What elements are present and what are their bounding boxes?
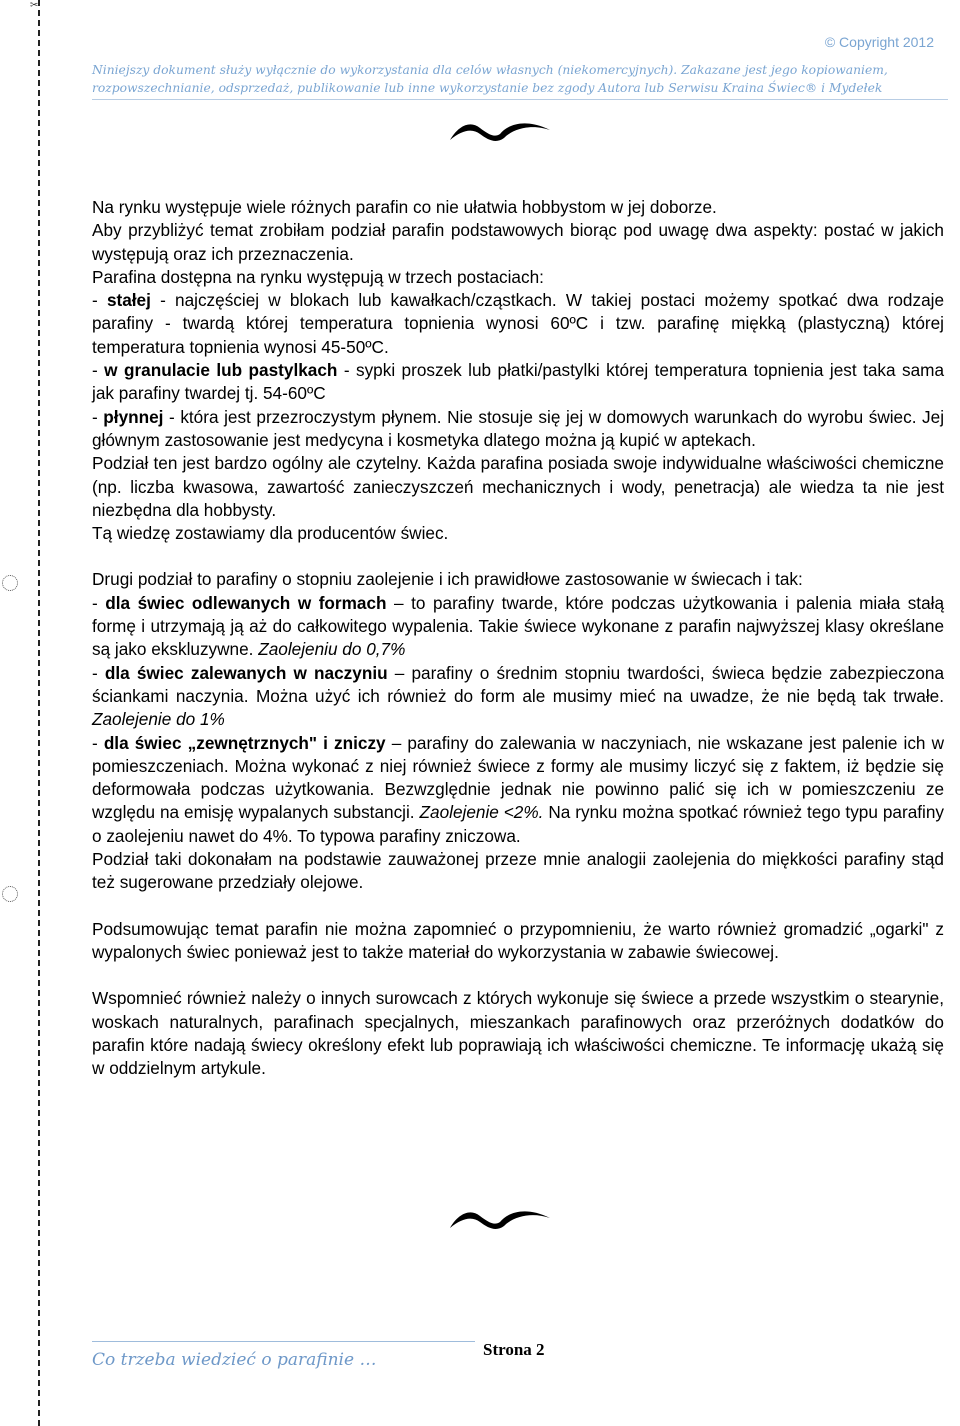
oil-content-note: Zaolejenie <2%. bbox=[419, 802, 544, 823]
bullet: - bbox=[92, 360, 105, 381]
list-item-text: – parafiny o średnim stopniu twardości, świeca będzie zabezpieczona ściankami naczynia. Można użyć ich również do form ale musimy mieć na uwadze, że nie będą tak trwałe. bbox=[92, 662, 945, 706]
usage-notice-line: rozpowszechnianie, odsprzedaż, publikowanie lub inne wykorzystanie bez zgody Autora lub Serwisu Kraina Świec® i Mydełek bbox=[92, 81, 883, 95]
term-bold: płynnej bbox=[103, 406, 164, 427]
usage-notice bbox=[92, 61, 948, 97]
copyright-notice: © Copyright 2012 bbox=[824, 34, 934, 50]
bullet: - bbox=[92, 290, 107, 311]
punch-hole-icon bbox=[2, 886, 18, 902]
term-bold: w granulacie lub pastylkach bbox=[104, 360, 338, 381]
footer-divider bbox=[92, 1341, 475, 1342]
term-bold: dla świec odlewanych w formach bbox=[105, 592, 387, 613]
footer-document-title: Co trzeba wiedzieć o parafinie … bbox=[92, 1350, 377, 1370]
bullet: - bbox=[92, 406, 104, 427]
list-item-text: – to parafiny twarde, które podczas użytkowania i palenia miała stałą formę i utrzymają ją aż do całkowitego wypalenia. Takie świece wykonane z parafin najwyższej klasy określane są jako ekskluzywne. bbox=[92, 592, 945, 660]
term-bold: stałej bbox=[106, 290, 151, 311]
bullet: - bbox=[92, 662, 105, 683]
term-bold: dla świec „zewnętrznych" i zniczy bbox=[103, 732, 386, 753]
punch-hole-icon bbox=[2, 575, 18, 591]
paragraph: Na rynku występuje wiele różnych parafin co nie ułatwia hobbystom w jej doborze. bbox=[92, 197, 717, 217]
paragraph: Podsumowując temat parafin nie można zapomnieć o przypomnieniu, że warto również gromadzić „ogarki" z wypalonych świec ponieważ jest to także materiał do wykorzystania w zabawie świecowej. bbox=[92, 918, 944, 962]
list-item-mold-candles bbox=[92, 592, 944, 662]
list-item-text: – parafiny do zalewania w naczyniach, nie wskazane jest palenie ich w pomieszczeniach. Można wykonać z niej również świece z formy ale musimy liczyć się z faktem, iż będzie się deformowała podczas użytkowania. Bezwzględnie jednak nie powinno palić się ich w pomieszczeniu ze względu na emisję wypalanych substancji. bbox=[92, 732, 944, 823]
list-item-outdoor-candles bbox=[92, 732, 944, 848]
binder-cut-line bbox=[38, 0, 40, 1426]
list-item-container-candles bbox=[92, 662, 944, 732]
bullet: - bbox=[92, 592, 106, 613]
paragraph: Parafina dostępna na rynku występują w trzech postaciach: bbox=[92, 266, 544, 287]
scissors-icon: ✂ bbox=[30, 0, 39, 11]
list-item-text: - najczęściej w blokach lub kawałkach/cząstkach. W takiej postaci możemy spotkać dwa rodzaje parafiny - twardą której temperatura topnienia wynosi 60ºC i tzw. parafinę miękką (plastyczną) której temperatura topnienia wynosi 45-50ºC. bbox=[92, 290, 945, 357]
term-bold: dla świec zalewanych w naczyniu bbox=[104, 662, 388, 683]
article-body bbox=[92, 196, 944, 1080]
paragraph: Podział taki dokonałam na podstawie zauważonej przeze mnie analogii zaolejenia do miękkości parafiny stąd też sugerowane przedziały olejowe. bbox=[92, 849, 944, 893]
usage-notice-line: Niniejszy dokument służy wyłącznie do wykorzystania dla celów własnych (niekomercyjnych). Zakazane jest jego kopiowaniem, bbox=[92, 63, 888, 77]
list-item-text: - sypki proszek lub płatki/pastylki której temperatura topnienia jest taka sama jak parafiny twardej tj. 54-60ºC bbox=[92, 360, 945, 404]
list-item-text: - która jest przezroczystym płynem. Nie stosuje się jej w domowych warunkach do wyrobu świec. Jej głównym zastosowanie jest medycyna i kosmetyka dlatego można ją kupić w aptekach. bbox=[92, 406, 945, 450]
list-item-text: Na rynku można spotkać również tego typu parafiny o zaolejeniu nawet do 4%. To typowa parafiny zniczowa. bbox=[92, 802, 944, 846]
oil-content-note: Zaolejenie do 1% bbox=[92, 709, 225, 730]
list-item-solid bbox=[92, 289, 944, 359]
paragraph: Aby przybliżyć temat zrobiłam podział parafin podstawowych biorąc pod uwagę dwa aspekty: postać w jakich występują oraz ich przeznaczenia. bbox=[92, 220, 944, 264]
flourish-ornament-icon bbox=[448, 1204, 552, 1232]
list-item-liquid bbox=[92, 406, 944, 453]
list-item-granulate bbox=[92, 359, 944, 406]
oil-content-note: Zaolejeniu do 0,7% bbox=[258, 639, 406, 660]
page-number: Strona 2 bbox=[483, 1340, 545, 1359]
paragraph: Tą wiedzę zostawiamy dla producentów świec. bbox=[92, 523, 449, 544]
paragraph: Wspomnieć również należy o innych surowcach z których wykonuje się świece a przede wszystkim o stearynie, woskach naturalnych, parafinach specjalnych, mieszankach parafinowych oraz przeróżnych dodatków do parafin które nadają świecy określony efekt lub poprawiają ich właściwości chemiczne. Te informację ukażą się w oddzielnym artykule. bbox=[92, 988, 944, 1079]
paragraph: Drugi podział to parafiny o stopniu zaolejenie i ich prawidłowe zastosowanie w świecach i tak: bbox=[92, 569, 803, 590]
paragraph: Podział ten jest bardzo ogólny ale czytelny. Każda parafina posiada swoje indywidualne właściwości chemiczne (np. liczba kwasowa, zawartość zanieczyszczeń mechanicznych i wody, penetracja) ale wiedza ta nie jest niezbędna dla hobbysty. bbox=[92, 453, 944, 520]
bullet: - bbox=[92, 732, 104, 753]
header-divider bbox=[92, 99, 948, 100]
flourish-ornament-icon bbox=[448, 116, 552, 144]
